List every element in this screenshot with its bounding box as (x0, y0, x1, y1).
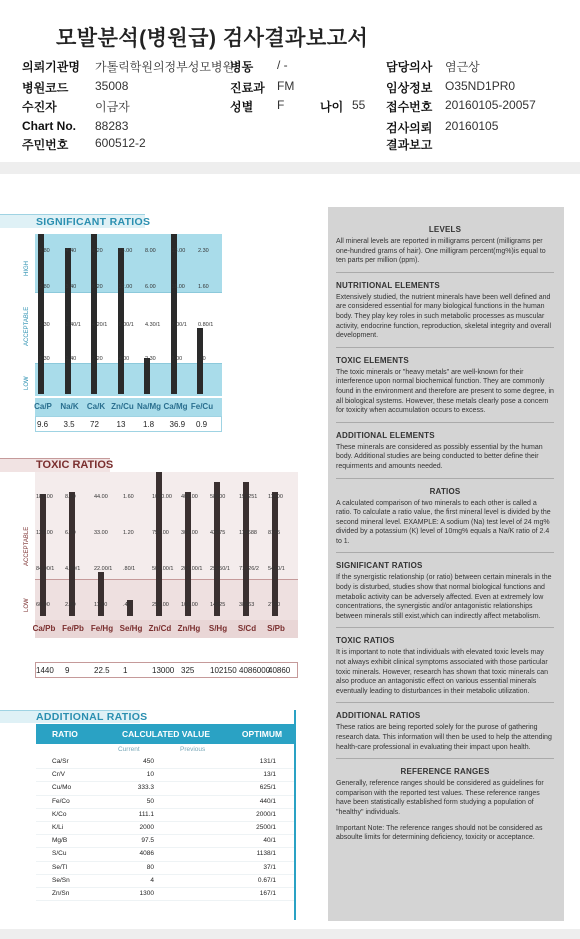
header-divider (0, 162, 580, 174)
toxic-value: 1 (123, 666, 128, 675)
footer-bar (0, 929, 580, 939)
optimum-header: OPTIMUM (241, 729, 283, 739)
hospital-code-label: 병원코드 (22, 81, 69, 95)
info-text: It is important to note that individuals with elevated toxic levels may not always exhibit clinical symptoms associated with those particular toxic minerals. However, research has shown that toxic minerals can also produce an antagonistic effect on various essential minerals eventually leading to disturbances in their metabolic utilization. (336, 649, 549, 695)
toxic-tick: 14625 (210, 602, 226, 608)
current-value: 450 (143, 758, 154, 765)
significant-title: SIGNIFICANT RATIOS (36, 216, 151, 228)
ratio-name: Zn/Sn (52, 889, 70, 897)
toxic-zone-acceptable-label: ACCEPTABLE (24, 526, 30, 566)
significant-tick: 3.80 (39, 248, 50, 254)
table-row (36, 822, 294, 835)
ratio-name: Cr/V (52, 771, 65, 779)
toxic-value: 40860 (268, 666, 291, 675)
optimum-value: 2000/1 (256, 810, 276, 818)
toxic-tick: 2700 (268, 602, 281, 608)
toxic-tick: 71526/2 (239, 566, 259, 572)
toxic-tick: 750.00 (152, 530, 169, 536)
info-heading: TOXIC RATIOS (336, 636, 395, 646)
toxic-bar-ca-pb (40, 494, 46, 616)
current-value: 80 (146, 863, 154, 871)
optimum-value: 0.67/1 (257, 876, 276, 884)
current-value: 1300 (139, 889, 154, 897)
ratio-header: RATIO (52, 729, 78, 739)
ratio-name: Fe/Co (52, 797, 70, 805)
info-text: A calculated comparison of two minerals to each other is called a ratio. To calculate a ratio value, the first mineral level is divided by the second mineral level. EXAMPLE: A sodium (Na) test level of 24 mg% divided by a potassium (K) level of 10mg% equals a Na/K ratio of 2.4 to 1. (336, 499, 551, 545)
toxic-tick: 500.00/1 (152, 566, 174, 572)
significant-tick: 4.00 (118, 356, 130, 362)
toxic-tick: 1000.00 (152, 494, 172, 500)
toxic-tick: 250.00 (152, 602, 169, 608)
ratio-name: Mg/B (52, 837, 68, 845)
toxic-bar-fe-pb (69, 492, 75, 616)
toxic-value: 4086000 (239, 666, 271, 675)
toxic-bar-s-pb (272, 492, 278, 616)
significant-tick: 8.00 (145, 248, 156, 254)
report-date-label: 결과보고 (386, 138, 433, 152)
ratio-name: K/Co (52, 810, 67, 818)
info-heading: NUTRITIONAL ELEMENTS (336, 280, 440, 290)
table-row (36, 862, 294, 875)
toxic-value: 325 (181, 666, 195, 675)
significant-bar-na-k (65, 248, 71, 394)
toxic-tick: 1.60 (123, 494, 134, 500)
chart-no-value: 88283 (95, 119, 129, 133)
optimum-value: 1138/1 (256, 850, 276, 858)
significant-tick: 2.30 (39, 322, 50, 328)
toxic-column-label: Fe/Pb (62, 624, 84, 633)
optimum-value: 131/1 (259, 758, 276, 765)
info-text: The toxic minerals or "heavy metals" are well-known for their interference upon normal biochemical function. They are commonly found in the environment and therefore are present to some degree, in all biological systems. However, these metals clearly pose a concern for toxicity when accumulation occurs to excess. (336, 368, 554, 415)
department-label: 진료과 (230, 81, 265, 95)
toxic-tick: 100.00 (181, 602, 198, 608)
toxic-tick: 200.00/1 (181, 566, 203, 572)
toxic-title: TOXIC RATIOS (36, 459, 114, 471)
table-row (36, 809, 294, 822)
significant-value: 36.9 (169, 420, 186, 429)
toxic-column-label: S/Pb (267, 624, 285, 633)
toxic-tick: 120.00 (36, 530, 53, 536)
section-divider (336, 552, 554, 553)
table-row (36, 796, 294, 809)
toxic-bar-s-hg (214, 482, 220, 616)
toxic-bar-s-cd (243, 482, 249, 616)
significant-tick: 2.40/1 (65, 322, 81, 328)
significant-tick: 11.00 (171, 284, 185, 290)
significant-bar-zn-cu (118, 248, 124, 394)
toxic-column-label: Zn/Hg (177, 624, 201, 633)
clinical-info-value: O35ND1PR0 (445, 79, 516, 93)
department-value: FM (277, 79, 295, 93)
significant-tick: 4.30/1 (145, 322, 161, 328)
current-value: 333.3 (137, 784, 154, 792)
previous-subheader: Previous (180, 746, 206, 753)
optimum-value: 625/1 (259, 784, 276, 792)
optimum-value: 2500/1 (256, 823, 276, 831)
ratio-name: K/Li (52, 823, 64, 831)
receipt-no-value: 20160105-20057 (445, 98, 536, 112)
current-subheader: Current (118, 746, 140, 753)
optimum-value: 40/1 (263, 837, 276, 845)
section-divider (336, 272, 554, 273)
additional-right-border (294, 710, 296, 920)
info-text: If the synergistic relationship (or ratio) between certain minerals in the body is disturbed, studies show that normal biological functions and metabolic activity can be adversely affected. Even at extremely low concentrations, the synergistic and/or antagonistic relationships between minerals still exist,which can indirectly affect metabolism. (336, 574, 552, 620)
significant-bar-ca-k (91, 234, 97, 394)
info-text: All mineral levels are reported in milligrams percent (milligrams per one-hundred grams of hair). One milligram percent(mg%)is equal to ten parts per million (ppm). (336, 238, 546, 265)
current-value: 4086 (139, 850, 154, 858)
toxic-tick: 300.00 (181, 530, 198, 536)
toxic-tick: 8125 (268, 530, 281, 536)
toxic-tick: 33.00 (94, 530, 108, 536)
zone-acceptable-label: ACCEPTABLE (24, 306, 30, 346)
info-heading: TOXIC ELEMENTS (336, 355, 409, 365)
toxic-column-label: S/Hg (208, 624, 228, 633)
optimum-value: 37/1 (263, 863, 276, 871)
significant-tick: 3.40 (65, 284, 77, 290)
doctor-value: 염근상 (445, 60, 480, 74)
significant-column-label: Ca/Mg (163, 402, 188, 411)
table-row (36, 769, 294, 782)
chart-no-label: Chart No. (22, 119, 76, 133)
significant-column-label: Zn/Cu (111, 402, 134, 411)
significant-tick: 2.30 (145, 356, 156, 362)
significant-tick: 1.60 (198, 284, 209, 290)
significant-column-label: Fe/Cu (190, 402, 214, 411)
info-text: Extensively studied, the nutrient minerals have been well defined and are considered essential for many biological functions in the human body. They play key roles in such metabolic processes as muscular activity, endocrine function, reproduction, skeletal integrity and overall development. (336, 293, 552, 340)
section-divider (336, 478, 554, 479)
info-sections (336, 225, 554, 843)
optimum-value: 13/1 (263, 771, 276, 779)
optimum-value: 440/1 (259, 797, 276, 805)
resident-no-value: 600512-2 (95, 136, 146, 150)
additional-subheader (36, 744, 294, 756)
significant-value: 3.5 (63, 420, 75, 429)
toxic-tick: 11000 (268, 494, 283, 500)
info-text: These minerals are considered as possibly essential by the human body. Additional studies are being conducted to better define their requirments and amounts needed. (336, 443, 543, 470)
significant-column-label: Na/Mg (137, 402, 161, 411)
toxic-tick: 22.00/1 (94, 566, 113, 572)
significant-value: 1.8 (143, 420, 155, 429)
info-text: Generally, reference ranges should be considered as guidelines for comparison with the reported test values. These reference ranges have been statistically established form studying a population of "healthy" individuals. (336, 780, 544, 816)
toxic-tick: 4.00/1 (65, 566, 81, 572)
ratio-name: Se/Tl (52, 863, 68, 871)
toxic-tick: 2.00 (65, 602, 76, 608)
clinical-info-label: 임상정보 (386, 81, 433, 95)
zone-low-label: LOW (24, 376, 30, 390)
age-value: 55 (352, 98, 366, 112)
toxic-value: 1440 (36, 666, 54, 675)
current-value: 2000 (139, 823, 154, 831)
current-value: 50 (146, 797, 154, 805)
doctor-label: 담당의사 (386, 60, 433, 74)
table-row (36, 888, 294, 901)
hospital-code-value: 35008 (95, 79, 129, 93)
significant-tick: 3.00 (171, 356, 183, 362)
toxic-tick: 84.00/1 (36, 566, 55, 572)
significant-tick: 2.20 (92, 356, 103, 362)
significant-tick: 8.00/1 (118, 322, 134, 328)
significant-tick: 4.40 (65, 248, 77, 254)
significant-value: 72 (90, 420, 99, 429)
toxic-tick: 60.00 (36, 602, 50, 608)
hospital-name-value: 가톨릭학원의정부성모병원 (95, 60, 235, 74)
significant-tick: 7.00/1 (171, 322, 187, 328)
resident-no-label: 주민번호 (22, 138, 69, 152)
significant-tick: 1.40 (65, 356, 77, 362)
significant-value: 9.6 (37, 420, 49, 429)
ratio-name: Se/Sn (52, 876, 70, 884)
significant-column-label: Na/K (60, 402, 79, 411)
current-value: 10 (146, 771, 154, 779)
toxic-tick: .40 (123, 602, 131, 608)
receipt-no-label: 접수번호 (386, 100, 433, 114)
significant-tick: 6.00 (145, 284, 156, 290)
request-date-label: 검사의뢰 (386, 121, 433, 135)
significant-tick: 2.30 (198, 248, 209, 254)
toxic-column-label: S/Cd (237, 624, 257, 633)
current-value: 4 (150, 876, 154, 884)
significant-tick: 12.00 (118, 284, 133, 290)
section-divider (336, 627, 554, 628)
patient-value: 이금자 (95, 100, 130, 114)
toxic-tick: 44.00 (94, 494, 108, 500)
toxic-tick: 152251 (239, 494, 258, 500)
toxic-column-label: Ca/Pb (32, 624, 56, 633)
sex-label: 성별 (230, 100, 254, 114)
toxic-value: 102150 (210, 666, 237, 675)
toxic-tick: 38263 (239, 602, 255, 608)
ratio-name: S/Cu (52, 850, 67, 858)
significant-bar-ca-p (38, 234, 44, 394)
toxic-tick: 400.00 (181, 494, 198, 500)
significant-value: 13 (116, 420, 126, 429)
significant-tick: .20 (198, 356, 206, 362)
significant-bar-ca-mg (171, 234, 177, 394)
info-text: Important Note: The reference ranges should not be considered as absoulte limits for determining deficiency, toxicity or acceptance. (336, 824, 543, 842)
toxic-bar-fe-hg (98, 572, 104, 616)
significant-value: 0.9 (196, 420, 208, 429)
toxic-column-label: Se/Hg (119, 624, 143, 633)
toxic-tick: 114688 (239, 530, 257, 536)
toxic-tick: 180.00 (36, 494, 53, 500)
toxic-value: 13000 (152, 666, 175, 675)
info-heading: SIGNIFICANT RATIOS (336, 561, 423, 571)
toxic-tick: .80/1 (123, 566, 136, 572)
table-row (36, 875, 294, 888)
current-value: 111.1 (138, 810, 154, 818)
significant-tick: 1.30 (39, 356, 50, 362)
current-value: 97.5 (141, 837, 154, 845)
significant-tick: 4.20/1 (92, 322, 108, 328)
significant-chart (0, 228, 222, 432)
calc-value-header: CALCULATED VALUE (122, 729, 210, 739)
significant-tick: 0.80/1 (198, 322, 214, 328)
ward-label: 병동 (230, 60, 254, 74)
toxic-bar-zn-hg (185, 492, 191, 616)
significant-tick: 13.00 (171, 248, 186, 254)
info-heading: LEVELS (428, 225, 462, 234)
report-title: 모발분석(병원급) 검사결과보고서 (56, 27, 369, 50)
significant-bar-na-mg (144, 358, 150, 394)
info-heading: ADDITIONAL ELEMENTS (336, 430, 435, 440)
additional-table-header (36, 724, 294, 744)
toxic-tick: 58000 (210, 494, 226, 500)
ward-value: / - (277, 58, 288, 72)
table-row (36, 835, 294, 848)
toxic-tick: 43875 (210, 530, 226, 536)
info-text: These ratios are being reported solely for the purose of gathering research data. This information will then be used to help the attending health-care professional in evaluating their impact upon health. (336, 724, 552, 751)
section-divider (336, 422, 554, 423)
toxic-tick: 5400/1 (268, 566, 285, 572)
zone-high-label: HIGH (24, 261, 30, 276)
significant-tick: 8.20 (92, 248, 103, 254)
additional-table (36, 724, 294, 901)
info-heading: RATIOS (429, 486, 461, 496)
info-panel (328, 207, 564, 921)
request-date-value: 20160105 (445, 119, 499, 133)
section-divider (336, 702, 554, 703)
additional-title: ADDITIONAL RATIOS (36, 711, 148, 723)
toxic-chart (0, 472, 298, 682)
age-label: 나이 (320, 100, 344, 114)
section-divider (336, 758, 554, 759)
table-row (36, 848, 294, 861)
toxic-tick: 8.00 (65, 494, 76, 500)
acceptable-zone (35, 292, 222, 364)
significant-tick: 2.80 (39, 284, 50, 290)
toxic-value: 22.5 (94, 666, 110, 675)
ratio-name: Cu/Mo (52, 784, 72, 792)
significant-tick: 6.20 (92, 284, 103, 290)
toxic-tick: 29250/1 (210, 566, 230, 572)
ratio-name: Ca/Sr (52, 758, 69, 765)
table-row (36, 756, 294, 769)
patient-label: 수진자 (22, 100, 57, 114)
toxic-column-label: Fe/Hg (90, 624, 114, 633)
sex-value: F (277, 98, 285, 112)
additional-rows (36, 756, 294, 901)
toxic-zone-low-label: LOW (24, 598, 30, 612)
hospital-name-label: 의뢰기관명 (22, 60, 80, 74)
section-divider (336, 347, 554, 348)
significant-column-label: Ca/K (86, 402, 106, 411)
toxic-tick: 1.20 (123, 530, 134, 536)
significant-tick: 16.00 (118, 248, 133, 254)
table-row (36, 782, 294, 795)
toxic-column-label: Zn/Cd (148, 624, 172, 633)
info-heading: ADDITIONAL RATIOS (336, 711, 421, 721)
low-zone (35, 364, 222, 396)
significant-values-row (35, 416, 222, 432)
significant-column-label: Ca/P (34, 402, 52, 411)
optimum-value: 167/1 (259, 889, 276, 897)
toxic-value: 9 (65, 666, 70, 675)
toxic-tick: 11.00 (94, 602, 108, 608)
info-heading: REFERENCE RANGES (400, 767, 490, 777)
toxic-tick: 6.00 (65, 530, 76, 536)
